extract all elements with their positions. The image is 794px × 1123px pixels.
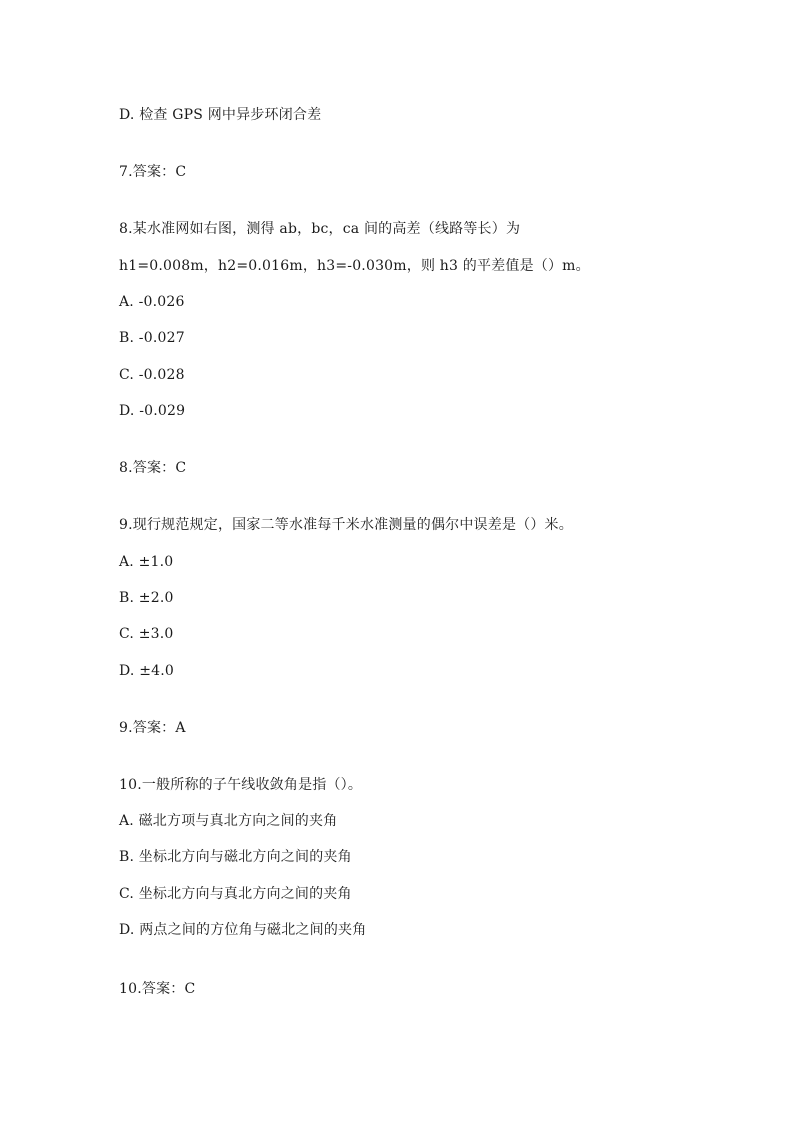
q10-option-d: D. 两点之间的方位角与磁北之间的夹角	[119, 922, 367, 938]
q10-answer: 10.答案：C	[119, 981, 196, 997]
q7-answer: 7.答案：C	[119, 164, 187, 180]
q8-option-d: D. -0.029	[119, 403, 186, 419]
q8-option-c: C. -0.028	[119, 367, 185, 383]
q8-option-a: A. -0.026	[119, 294, 185, 310]
q9-option-c: C. ±3.0	[119, 626, 174, 642]
q10-question: 10.一般所称的子午线收敛角是指（）。	[119, 777, 363, 793]
q9-answer: 9.答案：A	[119, 720, 186, 736]
q8-option-b: B. -0.027	[119, 330, 185, 346]
q10-option-b: B. 坐标北方向与磁北方向之间的夹角	[119, 849, 352, 865]
q9-option-a: A. ±1.0	[119, 554, 174, 570]
q8-question-line2: h1=0.008m，h2=0.016m，h3=-0.030m，则 h3 的平差值是（）m。	[119, 258, 590, 274]
q6-option-d: D. 检查 GPS 网中异步环闭合差	[119, 107, 322, 123]
q9-option-d: D. ±4.0	[119, 663, 175, 679]
q9-option-b: B. ±2.0	[119, 590, 174, 606]
q10-option-a: A. 磁北方项与真北方向之间的夹角	[119, 813, 338, 829]
q10-option-c: C. 坐标北方向与真北方向之间的夹角	[119, 886, 352, 902]
q8-question-line1: 8.某水准网如右图，测得 ab，bc，ca 间的高差（线路等长）为	[119, 221, 521, 237]
q8-answer: 8.答案：C	[119, 460, 187, 476]
q9-question: 9.现行规范规定，国家二等水准每千米水准测量的偶尔中误差是（）米。	[119, 517, 573, 533]
